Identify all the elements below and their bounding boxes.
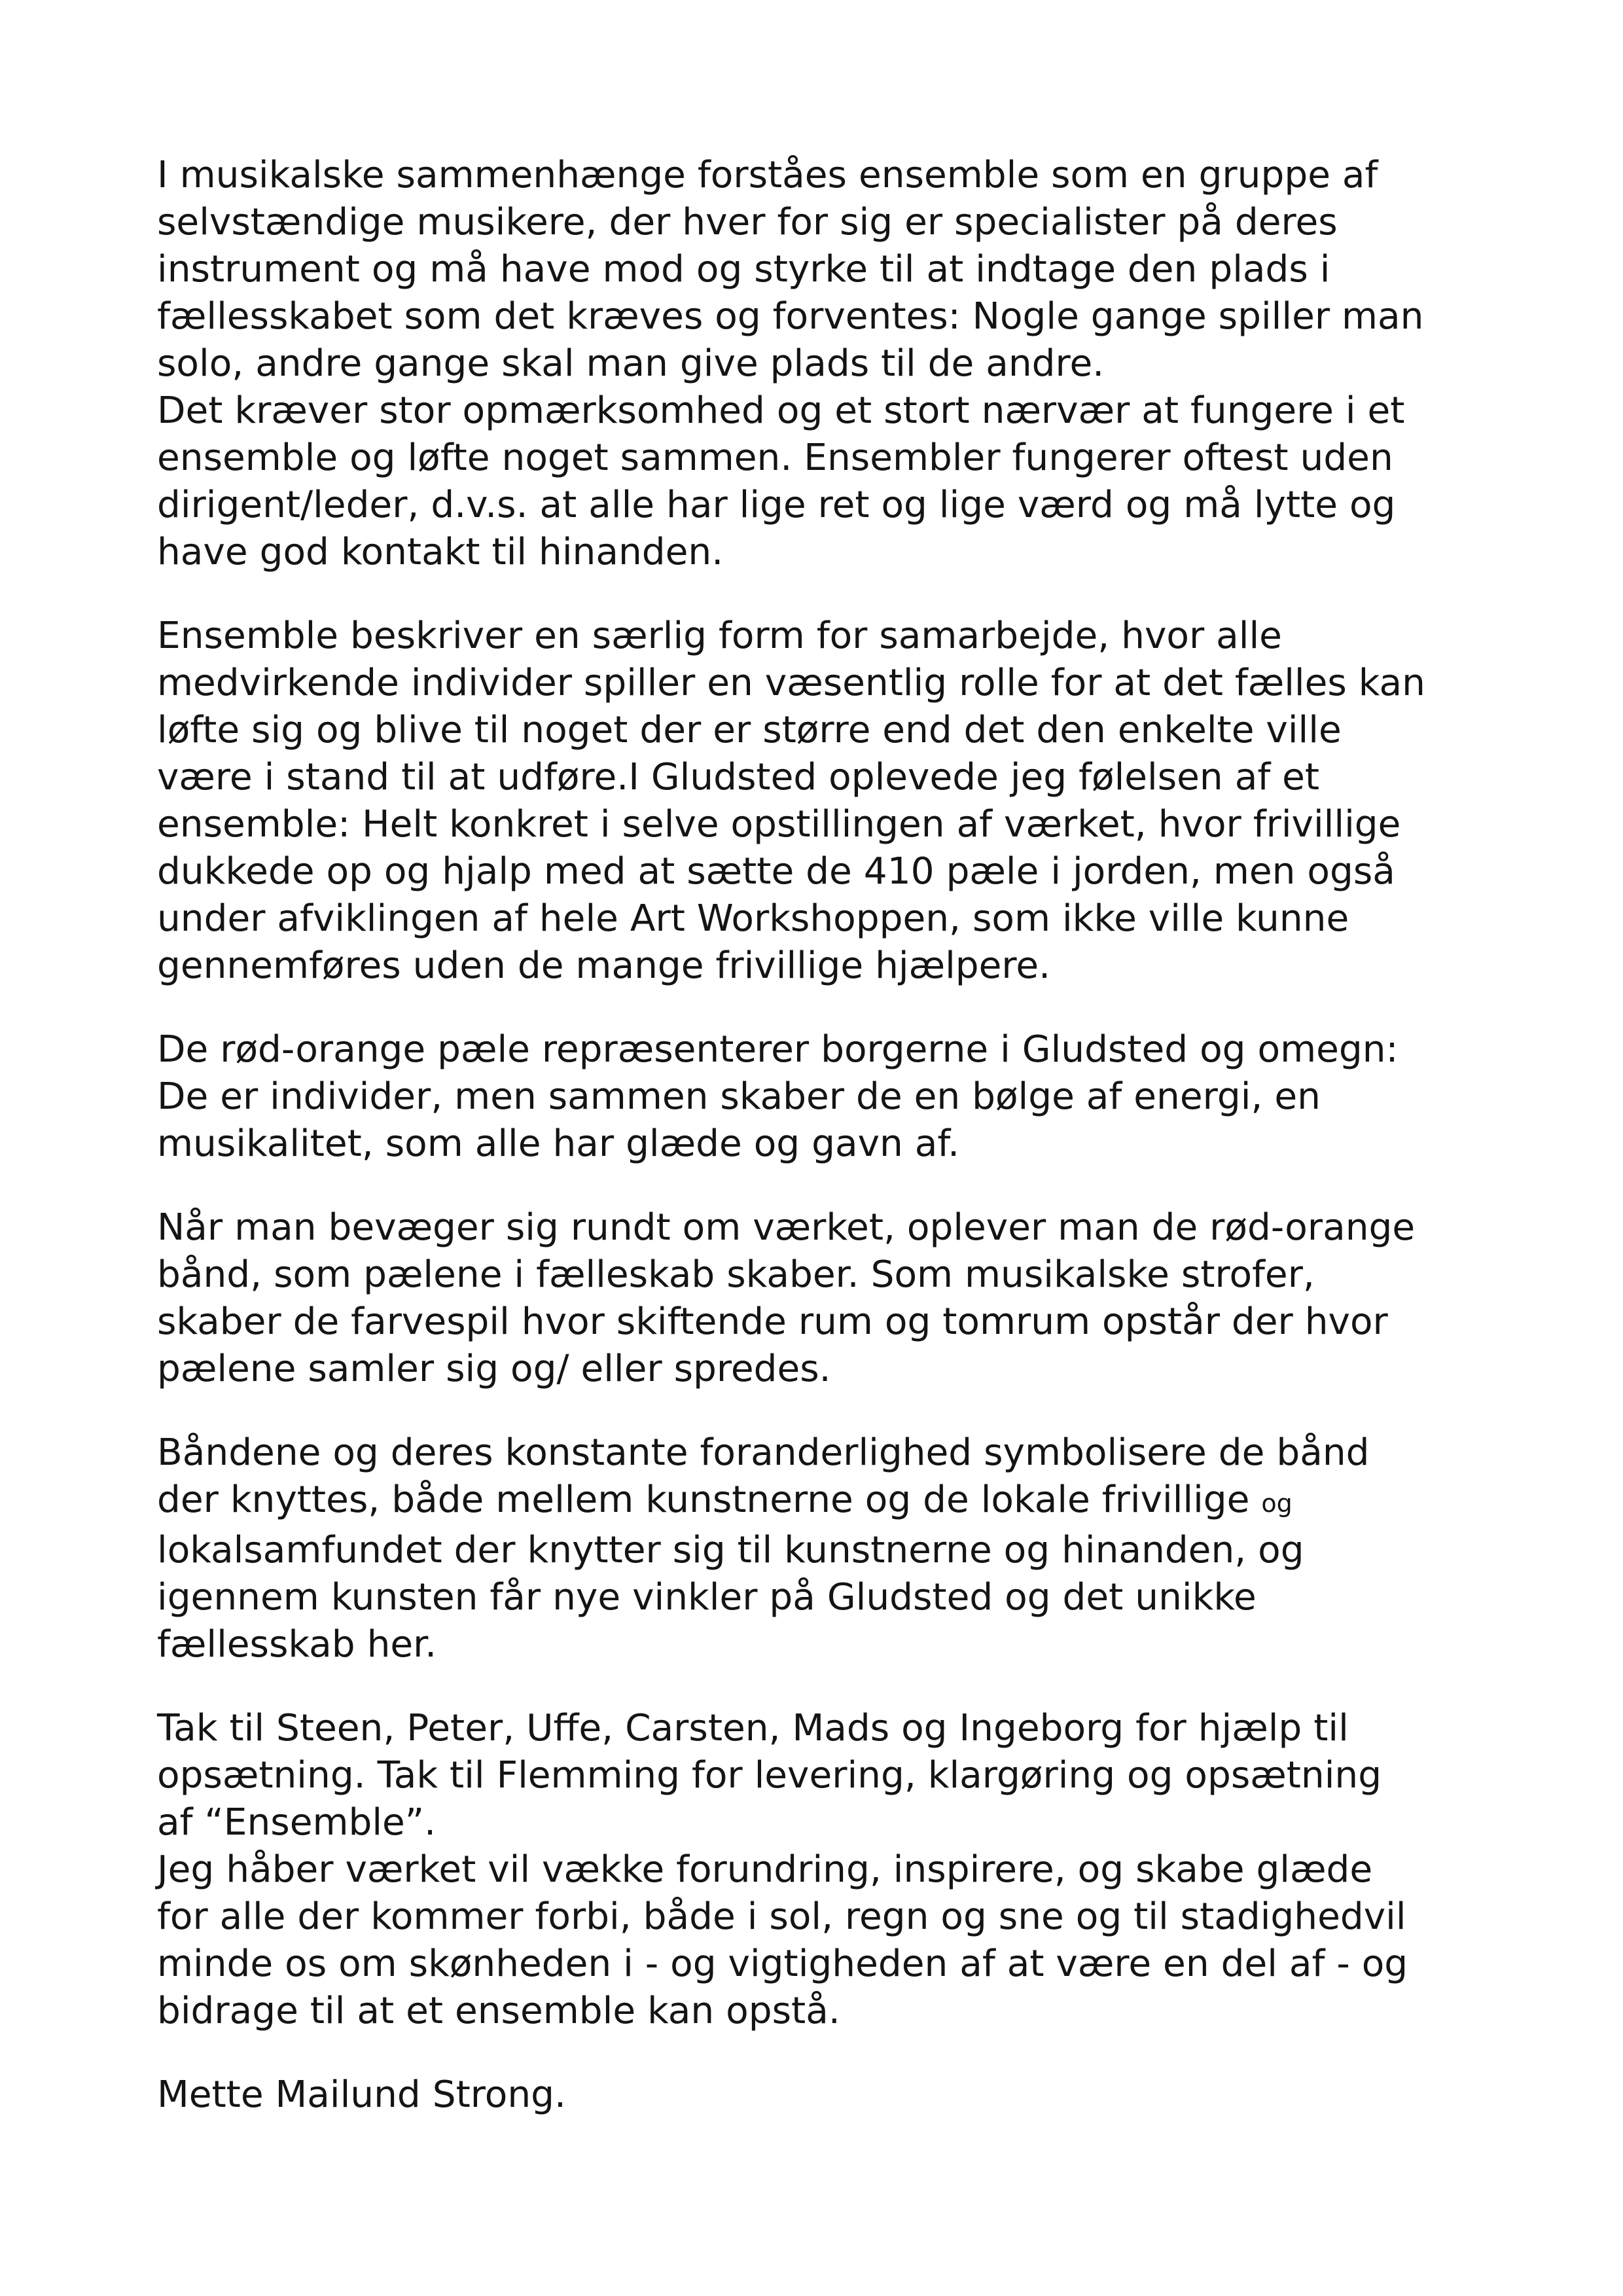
text-line-main: der knyttes, både mellem kunstnerne og de lokale frivillige [157, 1479, 1262, 1521]
text-line: dirigent/leder, d.v.s. at alle har lige ret og lige værd og må lytte og [157, 484, 1396, 526]
text-line: minde os om skønheden i - og vigtigheden af at være en del af - og [157, 1943, 1408, 1985]
text-line: Tak til Steen, Peter, Uffe, Carsten, Mads og Ingeborg for hjælp til [157, 1707, 1349, 1749]
text-line: ensemble og løfte noget sammen. Ensembler fungerer oftest uden [157, 437, 1393, 479]
text-line: bidrage til at et ensemble kan opstå. [157, 1990, 840, 2032]
text-line: fællesskabet som det kræves og forventes: Nogle gange spiller man [157, 295, 1424, 338]
text-line: solo, andre gange skal man give plads til de andre. [157, 342, 1105, 385]
text-line: under afviklingen af hele Art Workshoppen, som ikke ville kunne [157, 897, 1349, 940]
paragraph-red-orange-poles [157, 1026, 1518, 1168]
text-line: opsætning. Tak til Flemming for levering, klargøring og opsætning [157, 1754, 1382, 1797]
text-line: af “Ensemble”. [157, 1801, 437, 1844]
text-line: lokalsamfundet der knytter sig til kunstnerne og hinanden, og [157, 1529, 1304, 1571]
text-line: være i stand til at udføre.I Gludsted oplevede jeg følelsen af et [157, 756, 1320, 798]
text-line: løfte sig og blive til noget der er større end det den enkelte ville [157, 709, 1342, 751]
text-line: dukkede op og hjalp med at sætte de 410 pæle i jorden, men også [157, 850, 1395, 893]
text-line: Når man bevæger sig rundt om værket, oplever man de rød-orange [157, 1206, 1416, 1249]
text-line: Jeg håber værket vil vække forundring, inspirere, og skabe glæde [157, 1848, 1373, 1891]
paragraph-thanks [157, 1705, 1518, 2035]
text-line: skaber de farvespil hvor skiftende rum og tomrum opstår der hvor [157, 1300, 1388, 1343]
text-line [157, 1477, 1518, 1527]
text-line: bånd, som pælene i fælleskab skaber. Som musikalske strofer, [157, 1253, 1315, 1296]
paragraph-bonds [157, 1429, 1518, 1668]
text-line: for alle der kommer forbi, både i sol, regn og sne og til stadighedvil [157, 1895, 1406, 1938]
text-line: musikalitet, som alle har glæde og gavn af. [157, 1122, 960, 1165]
text-line: ensemble: Helt konkret i selve opstillingen af værket, hvor frivillige [157, 803, 1401, 846]
text-line: pælene samler sig og/ eller spredes. [157, 1348, 831, 1390]
text-line: fællesskab her. [157, 1623, 437, 1666]
text-line: Ensemble beskriver en særlig form for samarbejde, hvor alle [157, 615, 1282, 657]
paragraph-bands [157, 1204, 1518, 1393]
small-text-og: og [1261, 1489, 1293, 1518]
text-line: medvirkende individer spiller en væsentlig rolle for at det fælles kan [157, 662, 1425, 704]
text-line: instrument og må have mod og styrke til at indtage den plads i [157, 248, 1330, 291]
text-line: gennemføres uden de mange frivillige hjælpere. [157, 944, 1051, 987]
text-line: selvstændige musikere, der hver for sig er specialister på deres [157, 201, 1338, 243]
text-line: Båndene og deres konstante foranderlighed symbolisere de bånd [157, 1431, 1370, 1474]
paragraph-ensemble-definition [157, 152, 1518, 576]
paragraph-collaboration [157, 613, 1518, 990]
text-line: Det kræver stor opmærksomhed og et stort nærvær at fungere i et [157, 389, 1405, 432]
document-body [157, 152, 1518, 2155]
text-line: have god kontakt til hinanden. [157, 531, 724, 573]
text-line: De rød-orange pæle repræsenterer borgerne i Gludsted og omegn: [157, 1028, 1399, 1071]
text-line: igennem kunsten får nye vinkler på Gludsted og det unikke [157, 1576, 1257, 1619]
text-line: I musikalske sammenhænge forståes ensemble som en gruppe af [157, 154, 1378, 196]
signature [157, 2072, 1518, 2119]
text-line: De er individer, men sammen skaber de en bølge af energi, en [157, 1075, 1321, 1118]
author-name: Mette Mailund Strong. [157, 2073, 566, 2116]
